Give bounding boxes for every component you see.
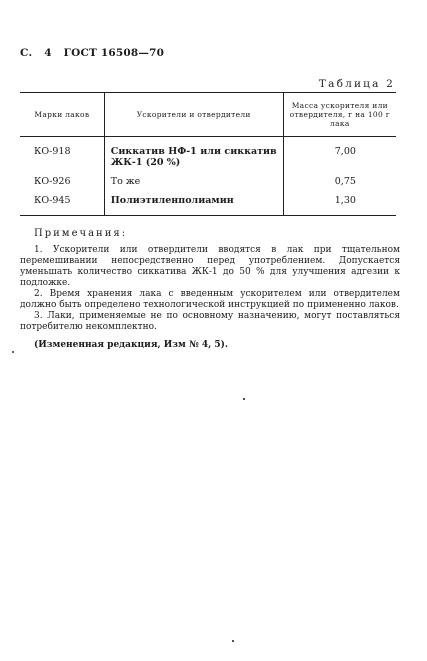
cell-accelerator: То же [104,173,283,193]
table-header-row [20,93,396,137]
table-row [20,137,396,174]
edition-note: (Измененная редакция, Изм № 4, 5). [34,340,229,350]
note-item: 1. Ускорители или отвердители вводятся в лак при тщательном перемешивании непосредственно перед употреблением. Допускается уменьшать количество сиккатива ЖК-1 до 50 % для улучшения адгезии к подложке. [20,245,400,288]
scan-speck [243,398,245,400]
column-header-accelerators: Ускорители и отвердители [104,93,283,137]
table-label: Таблица 2 [318,78,395,90]
varnish-table [20,92,396,216]
scan-speck [232,640,234,642]
table-row [20,173,396,193]
page-header [20,47,172,59]
note-item: 2. Время хранения лака с введенным ускорителем или отвердителем должно быть определено технологической инструкцией по примененно лаков. [20,289,400,310]
standard-code: ГОСТ 16508—70 [63,47,165,59]
cell-accelerator: Сиккатив НФ-1 или сиккатив ЖК-1 (20 %) [104,137,283,174]
c-mark: С. [20,47,33,59]
notes-section [20,228,400,351]
column-header-mass: Масса ускорителя или отвердителя, г на 100 г лака [283,93,396,137]
cell-brand: КО-918 [34,146,71,157]
cell-mass: 1,30 [283,193,396,216]
cell-brand: КО-945 [20,193,104,216]
table-row [20,193,396,216]
scan-speck [12,351,14,353]
page-number: 4 [44,47,52,59]
cell-mass: 7,00 [334,146,356,157]
cell-brand: КО-926 [34,176,71,187]
notes-title: Примечания: [34,228,128,239]
column-header-brand: Марки лаков [20,93,104,137]
cell-mass: 0,75 [334,176,356,187]
note-item: 3. Лаки, применяемые не по основному назначению, могут поставляться потребителю некомплектно. [20,311,400,332]
cell-accelerator: Полиэтиленполиамин [104,193,283,216]
